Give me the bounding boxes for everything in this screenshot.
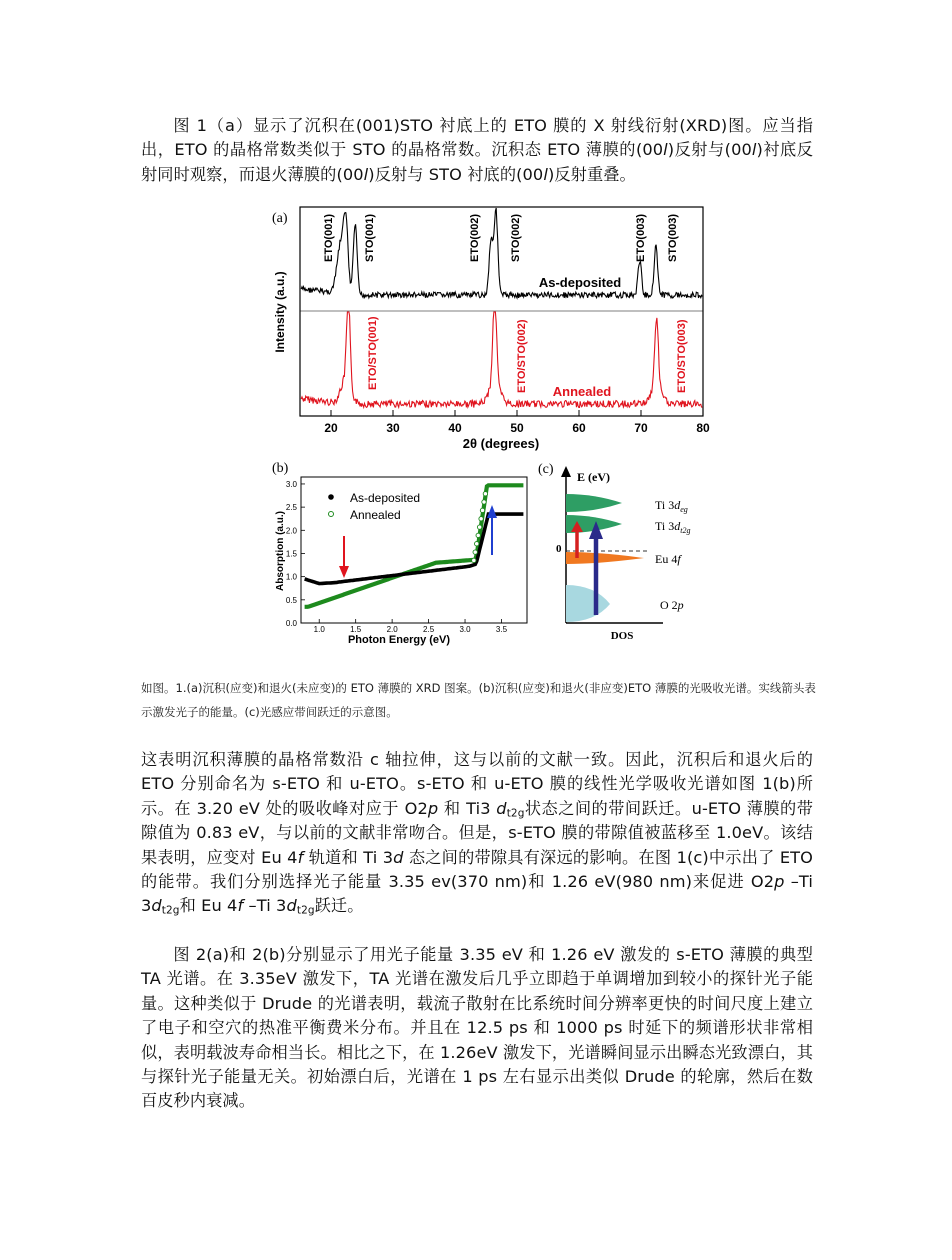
peak-label-sto001: STO(001)	[364, 213, 376, 262]
energy-axis-arrow	[561, 466, 571, 477]
peak-label-sto002: STO(002)	[510, 213, 522, 262]
panel-a-letter: (a)	[272, 211, 288, 226]
intro-paragraph: 图 1（a）显示了沉积在(001)STO 衬底上的 ETO 膜的 X 射线衍射(XRD)图。应当指出，ETO 的晶格常数类似于 STO 的晶格常数。沉积态 ETO 薄膜的(00l)反射与(00l)衬底反射同时观察，而退火薄膜的(00l)反射与 STO 衬底的(00l)反射重叠。	[141, 116, 813, 184]
body-paragraph-2: 图 2(a)和 2(b)分别显示了用光子能量 3.35 eV 和 1.26 eV 激发的 s-ETO 薄膜的典型 TA 光谱。在 3.35eV 激发下，TA 光谱在激发后几乎立即趋于单调增加到较小的探针光子能量。这种类似于 Drude 的光谱表明，载流子散射在比系统时间分辨率更快的时间尺度上建立了电子和空穴的热准平衡费米分布。并且在 12.5 ps 和 1000 ps 时延下的频谱形状非常相似，表明载波寿命相当长。相比之下，在 1.26eV 激发下，光谱瞬间显示出瞬态光致漂白，其与探针光子能量无关。初始漂白后，光谱在 1 ps 左右显示出类似 Drude 的轮廓，然后在数百皮秒内衰减。	[141, 945, 813, 1111]
annealed-marker	[482, 500, 486, 504]
annealed-marker	[476, 533, 480, 537]
x-tick-label: 2.5	[423, 625, 435, 634]
panel-a-xlabel: 2θ (degrees)	[462, 436, 540, 451]
y-tick-label: 2.0	[285, 526, 297, 536]
zero-label: 0	[556, 543, 562, 555]
ti-t2g-label: Ti $3d_{t2g}$	[655, 519, 691, 535]
red-arrow-head	[339, 566, 349, 578]
x-tick-label: 40	[448, 421, 462, 435]
x-tick-label: 80	[696, 421, 710, 435]
annealed-xrd-trace	[301, 312, 702, 408]
panel-c	[538, 462, 690, 642]
panel-b-xlabel: Photon Energy (eV)	[347, 634, 451, 646]
eu-4f-label: Eu 4f	[655, 552, 681, 566]
panel-a-ylabel: Intensity (a.u.)	[273, 271, 287, 353]
figure-caption: 如图。1.(a)沉积(应变)和退火(未应变)的 ETO 薄膜的 XRD 图案。(b)沉积(应变)和退火(非应变)ETO 薄膜的光吸收光谱。实线箭头表示激发光子的能量。(c)光感应带间跃迁的示意图。	[141, 681, 816, 719]
panel-b-ylabel: Absorption (a.u.)	[275, 511, 286, 591]
y-tick-label: 1.0	[285, 572, 297, 582]
x-tick-label: 3.5	[495, 625, 508, 634]
x-tick-label: 3.0	[459, 625, 471, 634]
panel-c-letter: (c)	[538, 462, 554, 477]
x-tick-label: 50	[510, 421, 524, 435]
energy-axis-label: E (eV)	[577, 470, 610, 484]
annealed-marker	[480, 508, 484, 512]
peak-label-etosto001: ETO/STO(001)	[367, 316, 379, 390]
peak-label-sto003: STO(003)	[667, 213, 679, 262]
legend-annealed: Annealed	[350, 508, 401, 522]
as-deposited-label: As-deposited	[538, 275, 622, 290]
intro-text: 图 1（a）显示了沉积在(001)STO 衬底上的 ETO 膜的 X 射线衍射(XRD)图。应当指出，ETO 的晶格常数类似于 STO 的晶格常数。沉积态 ETO 薄膜的(00	[141, 116, 813, 160]
legend-marker-annealed	[329, 512, 334, 517]
y-tick-label: 2.5	[285, 503, 297, 513]
peak-label-etosto003: ETO/STO(003)	[676, 319, 688, 393]
annealed-marker	[479, 517, 483, 521]
y-tick-label: 0.0	[285, 619, 297, 628]
x-tick-label: 30	[386, 421, 400, 435]
dos-label: DOS	[610, 630, 634, 642]
x-tick-label: 1.0	[313, 625, 325, 634]
o-2p-band	[566, 585, 610, 622]
panel-b-letter: (b)	[272, 461, 289, 476]
panel-a	[272, 207, 710, 451]
y-tick-label: 0.5	[285, 595, 297, 605]
panel-b-x-tick-labels	[314, 625, 508, 634]
blue-arrow-head	[487, 505, 497, 518]
peak-label-eto003: ETO(003)	[635, 213, 647, 262]
legend-marker-as-deposited	[328, 494, 334, 500]
annealed-marker	[472, 558, 476, 562]
panel-b	[272, 461, 527, 646]
annealed-marker	[473, 550, 477, 554]
panel-a-x-tick-labels	[324, 421, 710, 435]
peak-label-etosto002: ETO/STO(002)	[516, 319, 528, 393]
peak-label-eto001: ETO(001)	[323, 213, 335, 262]
ti-eg-label: Ti $3d_{eg}$	[655, 498, 688, 514]
panel-b-y-tick-labels	[286, 480, 298, 628]
annealed-marker	[483, 492, 487, 496]
peak-label-eto002: ETO(002)	[469, 213, 481, 262]
body-paragraph-1: 这表明沉积薄膜的晶格常数沿 c 轴拉伸，这与以前的文献一致。因此，沉积后和退火后的 ETO 分别命名为 s-ETO 和 u-ETO。s-ETO 和 u-ETO 膜的线性光学吸收光谱如图 1(b)所示。在 3.20 eV 处的吸收峰对应于 O2p 和 Ti3 $d_{t2g}$状态之间的带间跃迁。u-ETO 薄膜的带隙值为 0.83 eV，与以前的文献非常吻合。但是，s-ETO 膜的带隙值被蓝移至 1.0eV。该结果表明，应变对 Eu 4f 轨道和 Ti 3d 态之间的带隙具有深远的影响。在图 1(c)中示出了 ETO 的能带。我们分别选择光子能量 3.35 ev(370 nm)和 1.26 eV(980 nm)来促进 O2p –Ti $3d_{t2g}$和 Eu 4f –Ti $3d_{t2g}$跃迁。	[141, 750, 814, 918]
ti-eg-band	[566, 494, 622, 512]
x-tick-label: 70	[634, 421, 648, 435]
annealed-label: Annealed	[552, 384, 612, 399]
annealed-marker	[475, 542, 479, 546]
legend-as-deposited: As-deposited	[350, 491, 421, 505]
annealed-marker	[477, 525, 481, 529]
y-tick-label: 3.0	[285, 479, 297, 489]
panel-a-x-ticks	[331, 410, 703, 416]
figure-1	[265, 200, 725, 650]
x-tick-label: 60	[572, 421, 586, 435]
y-tick-label: 1.5	[285, 549, 297, 559]
o-2p-label: O 2p	[660, 598, 684, 612]
as-deposited-absorption-curve	[305, 514, 524, 584]
x-tick-label: 20	[324, 421, 338, 435]
x-tick-label: 1.5	[350, 625, 362, 634]
x-tick-label: 2.0	[386, 625, 398, 634]
